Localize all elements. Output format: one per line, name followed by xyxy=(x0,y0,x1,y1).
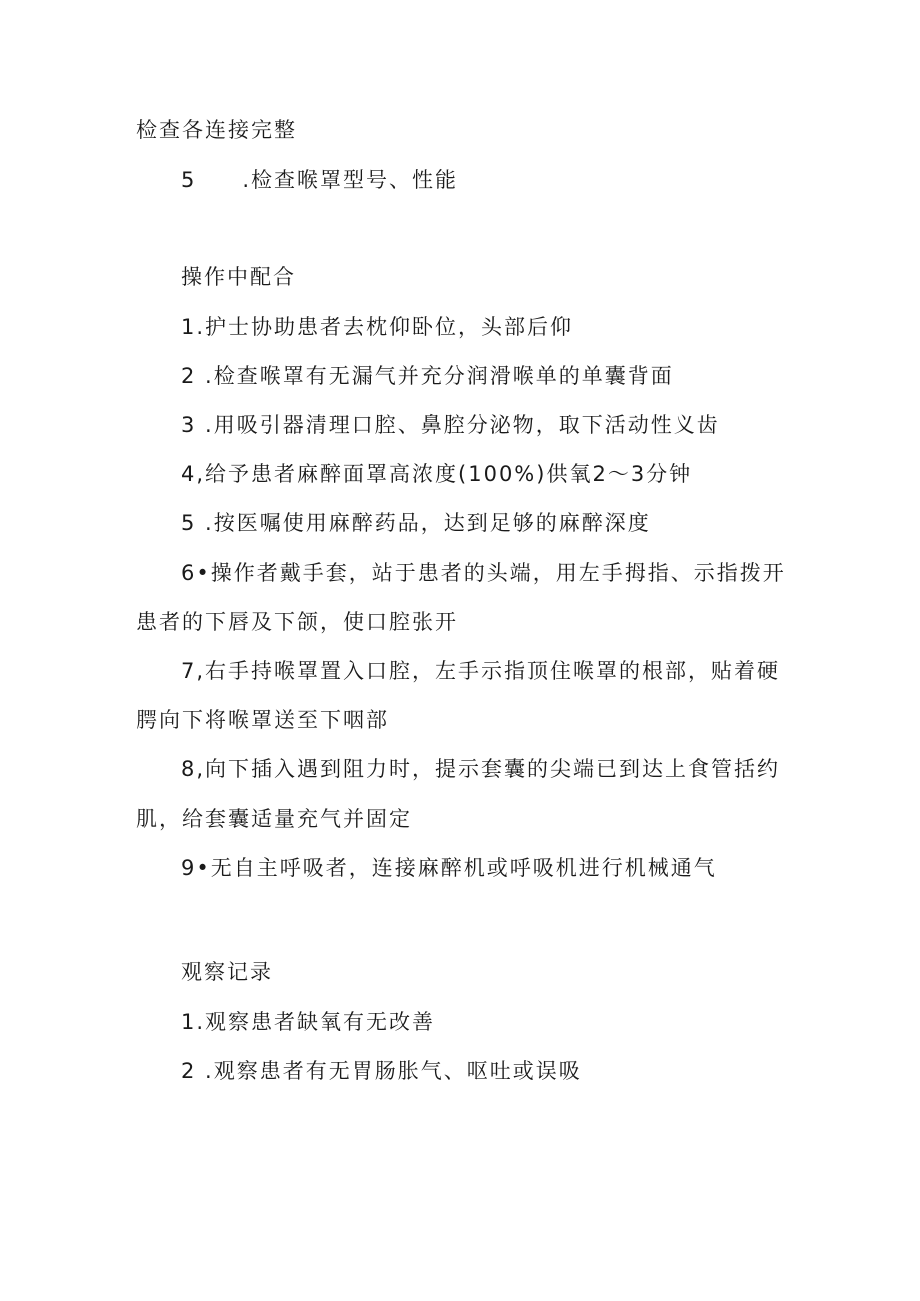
section-heading-operation: 操作中配合 xyxy=(181,265,296,289)
operation-item-2: 2 .检查喉罩有无漏气并充分润滑喉单的单囊背面 xyxy=(181,364,674,388)
operation-item-9: 9•无自主呼吸者，连接麻醉机或呼吸机进行机械通气 xyxy=(181,856,717,880)
operation-item-7-line1: 7,右手持喉罩置入口腔，左手示指顶住喉罩的根部，贴着硬 xyxy=(181,659,781,683)
operation-item-4: 4,给予患者麻醉面罩高浓度(100%)供氧2～3分钟 xyxy=(181,462,693,486)
section-heading-observe: 观察记录 xyxy=(181,960,273,984)
operation-item-8-line1: 8,向下插入遇到阻力时，提示套囊的尖端已到达上食管括约 xyxy=(181,757,781,781)
intro-line: 检查各连接完整 xyxy=(136,118,297,142)
operation-item-3: 3 .用吸引器清理口腔、鼻腔分泌物，取下活动性义齿 xyxy=(181,413,720,437)
observe-item-1: 1.观察患者缺氧有无改善 xyxy=(181,1010,436,1034)
operation-item-6-line2: 患者的下唇及下颌，使口腔张开 xyxy=(136,610,458,634)
intro-item-5 xyxy=(181,165,458,195)
operation-item-6-line1: 6•操作者戴手套，站于患者的头端，用左手拇指、示指拨开 xyxy=(181,561,786,585)
observe-item-2: 2 .观察患者有无胃肠胀气、呕吐或误吸 xyxy=(181,1059,582,1083)
operation-item-8-line2: 肌，给套囊适量充气并固定 xyxy=(136,807,412,831)
operation-item-1: 1.护士协助患者去枕仰卧位，头部后仰 xyxy=(181,315,574,339)
operation-item-7-line2: 腭向下将喉罩送至下咽部 xyxy=(136,708,389,732)
item-text: .检查喉罩型号、性能 xyxy=(242,168,459,192)
operation-item-5: 5 .按医嘱使用麻醉药品，达到足够的麻醉深度 xyxy=(181,511,651,535)
item-number: 5 xyxy=(181,168,197,192)
